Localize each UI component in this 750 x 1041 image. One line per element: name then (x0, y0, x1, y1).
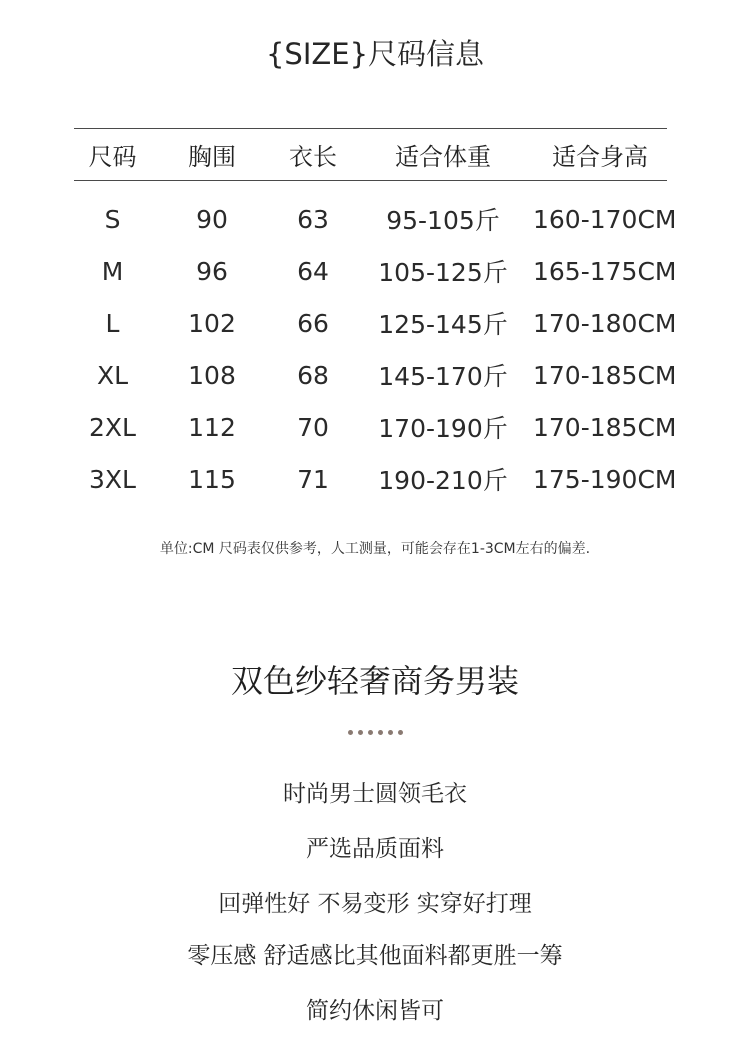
table-row (74, 181, 667, 246)
dot-icon (348, 730, 353, 735)
feature-line: 简约休闲皆可 (306, 998, 444, 1024)
cell-height: 170-180CM (533, 308, 677, 338)
cell-chest: 112 (188, 412, 236, 442)
header-height: 适合身高 (533, 129, 667, 181)
dot-icon (358, 730, 363, 735)
cell-length: 70 (297, 412, 329, 442)
feature-line: 零压感 舒适感比其他面料都更胜一筹 (187, 943, 563, 969)
cell-length: 63 (297, 204, 329, 234)
cell-chest: 115 (188, 464, 236, 494)
cell-height: 160-170CM (533, 204, 677, 234)
cell-height: 170-185CM (533, 360, 677, 390)
cell-height: 175-190CM (533, 464, 677, 494)
product-headline: 双色纱轻奢商务男装 (230, 662, 519, 700)
cell-weight: 190-210斤 (378, 466, 508, 495)
cell-chest: 90 (196, 204, 228, 234)
cell-weight: 95-105斤 (386, 206, 500, 235)
cell-weight: 170-190斤 (378, 414, 508, 443)
cell-size: XL (96, 360, 129, 390)
cell-chest: 108 (188, 360, 236, 390)
header-size: 尺码 (74, 129, 151, 181)
dot-icon (398, 730, 403, 735)
table-row (74, 401, 667, 453)
cell-chest: 96 (196, 256, 228, 286)
header-chest: 胸围 (151, 129, 273, 181)
cell-length: 66 (297, 308, 329, 338)
table-row (74, 349, 667, 401)
table-header-row (74, 129, 667, 181)
dot-icon (368, 730, 373, 735)
feature-line: 严选品质面料 (306, 836, 444, 862)
cell-height: 170-185CM (533, 412, 677, 442)
table-row (74, 297, 667, 349)
cell-size: 2XL (89, 412, 136, 442)
header-weight: 适合体重 (353, 129, 533, 181)
table-row (74, 245, 667, 297)
table-row (74, 453, 667, 505)
cell-chest: 102 (188, 308, 236, 338)
feature-line: 回弹性好 不易变形 实穿好打理 (218, 891, 532, 917)
cell-weight: 105-125斤 (378, 258, 508, 287)
page-title: {SIZE}尺码信息 (265, 37, 485, 71)
cell-height: 165-175CM (533, 256, 677, 286)
cell-size: L (105, 308, 120, 338)
measurement-note: 单位:CM 尺码表仅供参考，人工测量，可能会存在1-3CM左右的偏差. (159, 541, 591, 557)
cell-size: M (101, 256, 124, 286)
cell-weight: 125-145斤 (378, 310, 508, 339)
cell-weight: 145-170斤 (378, 362, 508, 391)
cell-size: S (104, 204, 121, 234)
cell-length: 64 (297, 256, 329, 286)
dot-icon (378, 730, 383, 735)
dot-icon (388, 730, 393, 735)
feature-line: 时尚男士圆领毛衣 (283, 781, 467, 807)
cell-length: 71 (297, 464, 329, 494)
cell-length: 68 (297, 360, 329, 390)
decorative-dots (0, 730, 750, 738)
cell-size: 3XL (89, 464, 136, 494)
header-length: 衣长 (273, 129, 353, 181)
size-chart-table (74, 128, 677, 505)
